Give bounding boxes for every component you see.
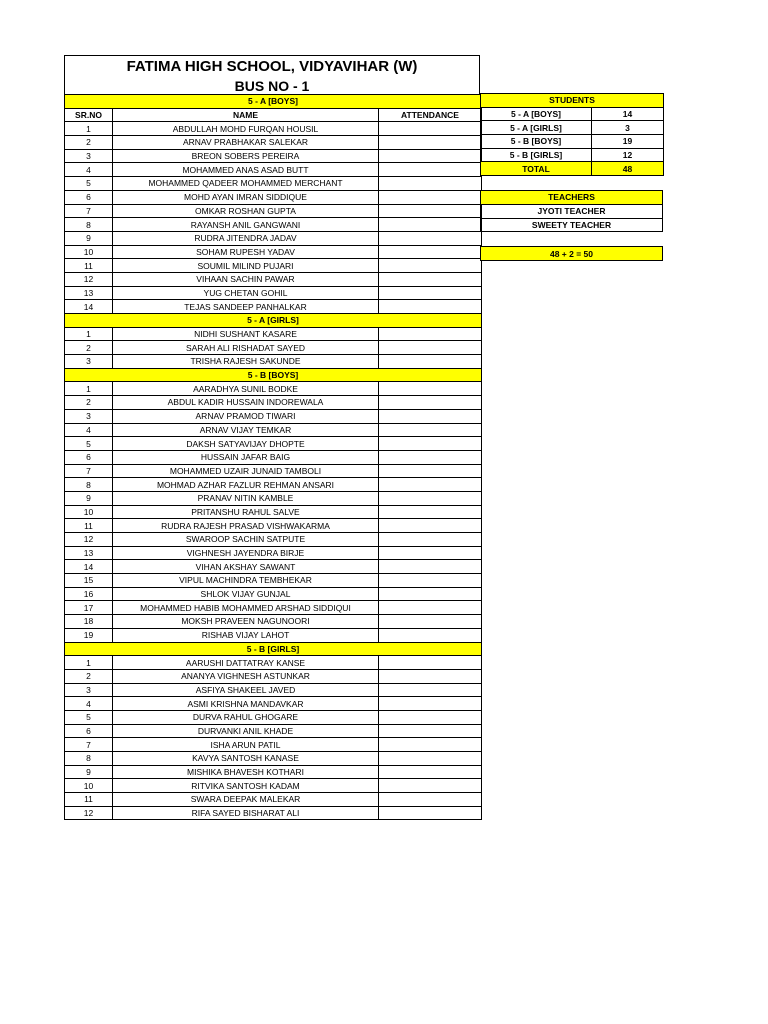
summary-count: 14 — [592, 107, 664, 121]
section-row — [65, 314, 482, 328]
student-name: RUDRA RAJESH PRASAD VISHWAKARMA — [113, 519, 379, 533]
teacher-name: JYOTI TEACHER — [481, 204, 663, 218]
srno-header: SR.NO — [65, 108, 113, 122]
attendance-cell[interactable] — [379, 300, 482, 314]
attendance-cell[interactable] — [379, 437, 482, 451]
student-name: MOKSH PRAVEEN NAGUNOORI — [113, 615, 379, 629]
teacher-name: SWEETY TEACHER — [481, 218, 663, 232]
serial-number: 14 — [65, 300, 113, 314]
student-name: MOHMAD AZHAR FAZLUR REHMAN ANSARI — [113, 478, 379, 492]
student-name: SOUMIL MILIND PUJARI — [113, 259, 379, 273]
table-row — [65, 519, 482, 533]
table-row — [65, 738, 482, 752]
student-name: ARNAV VIJAY TEMKAR — [113, 423, 379, 437]
attendance-cell[interactable] — [379, 669, 482, 683]
attendance-cell[interactable] — [379, 327, 482, 341]
column-header-row — [65, 108, 482, 122]
table-row — [65, 779, 482, 793]
student-name: RIFA SAYED BISHARAT ALI — [113, 806, 379, 820]
serial-number: 8 — [65, 218, 113, 232]
serial-number: 2 — [65, 136, 113, 150]
serial-number: 8 — [65, 478, 113, 492]
serial-number: 2 — [65, 396, 113, 410]
serial-number: 16 — [65, 587, 113, 601]
attendance-cell[interactable] — [379, 697, 482, 711]
student-name: SHLOK VIJAY GUNJAL — [113, 587, 379, 601]
serial-number: 10 — [65, 245, 113, 259]
summary-label: 5 - B [GIRLS] — [481, 148, 592, 162]
summary-label: 5 - B [BOYS] — [481, 135, 592, 149]
serial-number: 9 — [65, 765, 113, 779]
student-name: SWARA DEEPAK MALEKAR — [113, 793, 379, 807]
table-row — [65, 149, 482, 163]
school-title: FATIMA HIGH SCHOOL, VIDYAVIHAR (W) — [126, 58, 418, 75]
summary-count: 12 — [592, 148, 664, 162]
attendance-cell[interactable] — [379, 190, 482, 204]
table-row — [65, 697, 482, 711]
table-row — [65, 478, 482, 492]
attendance-cell[interactable] — [379, 396, 482, 410]
table-row — [65, 259, 482, 273]
attendance-cell[interactable] — [379, 204, 482, 218]
table-row — [65, 272, 482, 286]
student-name: ABDULLAH MOHD FURQAN HOUSIL — [113, 122, 379, 136]
table-row — [65, 218, 482, 232]
total-label: TOTAL — [481, 162, 592, 176]
attendance-cell[interactable] — [379, 341, 482, 355]
name-header: NAME — [113, 108, 379, 122]
table-row — [65, 765, 482, 779]
attendance-cell[interactable] — [379, 491, 482, 505]
serial-number: 5 — [65, 437, 113, 451]
student-name: MOHAMMED ANAS ASAD BUTT — [113, 163, 379, 177]
attendance-cell[interactable] — [379, 656, 482, 670]
total-value: 48 — [592, 162, 664, 176]
serial-number: 11 — [65, 259, 113, 273]
attendance-cell[interactable] — [379, 355, 482, 369]
summary-count: 3 — [592, 121, 664, 135]
attendance-cell[interactable] — [379, 149, 482, 163]
serial-number: 6 — [65, 724, 113, 738]
summary-label: 5 - A [GIRLS] — [481, 121, 592, 135]
table-row — [65, 355, 482, 369]
student-name: PRITANSHU RAHUL SALVE — [113, 505, 379, 519]
attendance-cell[interactable] — [379, 423, 482, 437]
table-row — [65, 628, 482, 642]
attendance-cell[interactable] — [379, 382, 482, 396]
table-row — [65, 464, 482, 478]
serial-number: 19 — [65, 628, 113, 642]
serial-number: 11 — [65, 793, 113, 807]
student-name: YUG CHETAN GOHIL — [113, 286, 379, 300]
serial-number: 10 — [65, 779, 113, 793]
table-row — [65, 396, 482, 410]
student-name: MOHAMMED HABIB MOHAMMED ARSHAD SIDDIQUI — [113, 601, 379, 615]
student-name: RITVIKA SANTOSH KADAM — [113, 779, 379, 793]
section-header: 5 - A [BOYS] — [65, 95, 482, 109]
serial-number: 9 — [65, 231, 113, 245]
title-box — [64, 55, 480, 94]
table-row — [65, 204, 482, 218]
student-name: VIGHNESH JAYENDRA BIRJE — [113, 546, 379, 560]
section-row — [65, 368, 482, 382]
table-row — [65, 806, 482, 820]
table-row — [65, 587, 482, 601]
students-summary — [480, 93, 664, 176]
table-row — [65, 724, 482, 738]
serial-number: 2 — [65, 341, 113, 355]
student-name: BREON SOBERS PEREIRA — [113, 149, 379, 163]
attendance-cell[interactable] — [379, 738, 482, 752]
table-row — [65, 574, 482, 588]
serial-number: 4 — [65, 163, 113, 177]
serial-number: 2 — [65, 669, 113, 683]
serial-number: 9 — [65, 491, 113, 505]
table-row — [65, 231, 482, 245]
table-row — [65, 437, 482, 451]
table-row — [65, 683, 482, 697]
student-name: SOHAM RUPESH YADAV — [113, 245, 379, 259]
table-row — [65, 163, 482, 177]
attendance-cell[interactable] — [379, 519, 482, 533]
attendance-cell[interactable] — [379, 286, 482, 300]
attendance-cell[interactable] — [379, 259, 482, 273]
serial-number: 1 — [65, 122, 113, 136]
serial-number: 5 — [65, 177, 113, 191]
student-name: VIHAAN SACHIN PAWAR — [113, 272, 379, 286]
serial-number: 13 — [65, 546, 113, 560]
serial-number: 11 — [65, 519, 113, 533]
serial-number: 1 — [65, 656, 113, 670]
student-name: ASFIYA SHAKEEL JAVED — [113, 683, 379, 697]
serial-number: 8 — [65, 752, 113, 766]
attendance-cell[interactable] — [379, 560, 482, 574]
attendance-cell[interactable] — [379, 136, 482, 150]
table-row — [65, 122, 482, 136]
serial-number: 3 — [65, 149, 113, 163]
table-row — [65, 505, 482, 519]
student-name: VIHAN AKSHAY SAWANT — [113, 560, 379, 574]
serial-number: 3 — [65, 409, 113, 423]
table-row — [65, 491, 482, 505]
serial-number: 12 — [65, 272, 113, 286]
section-row — [65, 95, 482, 109]
attendance-cell[interactable] — [379, 587, 482, 601]
attendance-cell[interactable] — [379, 765, 482, 779]
student-name: DURVA RAHUL GHOGARE — [113, 710, 379, 724]
table-row — [65, 409, 482, 423]
student-name: AARADHYA SUNIL BODKE — [113, 382, 379, 396]
table-row — [65, 560, 482, 574]
attendance-cell[interactable] — [379, 272, 482, 286]
serial-number: 1 — [65, 382, 113, 396]
student-name: ABDUL KADIR HUSSAIN INDOREWALA — [113, 396, 379, 410]
attendance-cell[interactable] — [379, 218, 482, 232]
student-table — [64, 94, 482, 820]
serial-number: 4 — [65, 697, 113, 711]
student-name: OMKAR ROSHAN GUPTA — [113, 204, 379, 218]
attendance-cell[interactable] — [379, 615, 482, 629]
attendance-cell[interactable] — [379, 806, 482, 820]
table-row — [65, 533, 482, 547]
table-row — [65, 341, 482, 355]
summary-label: 5 - A [BOYS] — [481, 107, 592, 121]
student-name: RUDRA JITENDRA JADAV — [113, 231, 379, 245]
serial-number: 15 — [65, 574, 113, 588]
student-name: DAKSH SATYAVIJAY DHOPTE — [113, 437, 379, 451]
section-row — [65, 642, 482, 656]
serial-number: 4 — [65, 423, 113, 437]
serial-number: 5 — [65, 710, 113, 724]
table-row — [65, 669, 482, 683]
student-name: KAVYA SANTOSH KANASE — [113, 752, 379, 766]
table-row — [65, 752, 482, 766]
serial-number: 6 — [65, 450, 113, 464]
serial-number: 7 — [65, 204, 113, 218]
attendance-cell[interactable] — [379, 505, 482, 519]
student-name: MOHAMMED UZAIR JUNAID TAMBOLI — [113, 464, 379, 478]
attendance-cell[interactable] — [379, 533, 482, 547]
student-name: MOHAMMED QADEER MOHAMMED MERCHANT — [113, 177, 379, 191]
table-row — [65, 382, 482, 396]
table-row — [65, 546, 482, 560]
serial-number: 7 — [65, 738, 113, 752]
student-name: ISHA ARUN PATIL — [113, 738, 379, 752]
table-row — [65, 450, 482, 464]
attendance-cell[interactable] — [379, 231, 482, 245]
serial-number: 12 — [65, 806, 113, 820]
attendance-cell[interactable] — [379, 601, 482, 615]
student-name: RAYANSH ANIL GANGWANI — [113, 218, 379, 232]
attendance-cell[interactable] — [379, 122, 482, 136]
student-name: RISHAB VIJAY LAHOT — [113, 628, 379, 642]
table-row — [65, 710, 482, 724]
student-name: SARAH ALI RISHADAT SAYED — [113, 341, 379, 355]
serial-number: 18 — [65, 615, 113, 629]
section-header: 5 - B [BOYS] — [65, 368, 482, 382]
table-row — [65, 245, 482, 259]
section-header: 5 - A [GIRLS] — [65, 314, 482, 328]
table-row — [65, 423, 482, 437]
teachers-header: TEACHERS — [481, 191, 663, 205]
attendance-cell[interactable] — [379, 177, 482, 191]
table-row — [65, 656, 482, 670]
attendance-cell[interactable] — [379, 478, 482, 492]
student-name: ARNAV PRAMOD TIWARI — [113, 409, 379, 423]
attendance-cell[interactable] — [379, 724, 482, 738]
attendance-cell[interactable] — [379, 163, 482, 177]
serial-number: 10 — [65, 505, 113, 519]
serial-number: 12 — [65, 533, 113, 547]
attendance-cell[interactable] — [379, 793, 482, 807]
student-name: TEJAS SANDEEP PANHALKAR — [113, 300, 379, 314]
attendance-header: ATTENDANCE — [379, 108, 482, 122]
summary-count: 19 — [592, 135, 664, 149]
attendance-cell[interactable] — [379, 752, 482, 766]
student-name: MISHIKA BHAVESH KOTHARI — [113, 765, 379, 779]
student-name: ANANYA VIGHNESH ASTUNKAR — [113, 669, 379, 683]
student-name: AARUSHI DATTATRAY KANSE — [113, 656, 379, 670]
attendance-cell[interactable] — [379, 710, 482, 724]
table-row — [65, 793, 482, 807]
table-row — [65, 615, 482, 629]
attendance-cell[interactable] — [379, 409, 482, 423]
student-name: ARNAV PRABHAKAR SALEKAR — [113, 136, 379, 150]
section-header: 5 - B [GIRLS] — [65, 642, 482, 656]
student-name: TRISHA RAJESH SAKUNDE — [113, 355, 379, 369]
serial-number: 3 — [65, 683, 113, 697]
table-row — [65, 190, 482, 204]
student-name: DURVANKI ANIL KHADE — [113, 724, 379, 738]
attendance-cell[interactable] — [379, 683, 482, 697]
attendance-cell[interactable] — [379, 245, 482, 259]
serial-number: 14 — [65, 560, 113, 574]
students-header: STUDENTS — [481, 94, 664, 108]
table-row — [65, 286, 482, 300]
table-row — [65, 327, 482, 341]
teachers-summary — [480, 190, 663, 232]
attendance-cell[interactable] — [379, 464, 482, 478]
student-name: NIDHI SUSHANT KASARE — [113, 327, 379, 341]
table-row — [65, 136, 482, 150]
attendance-cell[interactable] — [379, 628, 482, 642]
attendance-cell[interactable] — [379, 450, 482, 464]
student-name: VIPUL MACHINDRA TEMBHEKAR — [113, 574, 379, 588]
serial-number: 17 — [65, 601, 113, 615]
student-name: SWAROOP SACHIN SATPUTE — [113, 533, 379, 547]
grand-total: 48 + 2 = 50 — [481, 247, 663, 261]
grand-total-table — [480, 246, 663, 261]
table-row — [65, 177, 482, 191]
attendance-cell[interactable] — [379, 546, 482, 560]
attendance-cell[interactable] — [379, 574, 482, 588]
student-name: HUSSAIN JAFAR BAIG — [113, 450, 379, 464]
serial-number: 6 — [65, 190, 113, 204]
student-name: PRANAV NITIN KAMBLE — [113, 491, 379, 505]
attendance-cell[interactable] — [379, 779, 482, 793]
table-row — [65, 601, 482, 615]
summary-panel — [480, 93, 664, 261]
student-name: MOHD AYAN IMRAN SIDDIQUE — [113, 190, 379, 204]
serial-number: 3 — [65, 355, 113, 369]
table-row — [65, 300, 482, 314]
serial-number: 7 — [65, 464, 113, 478]
serial-number: 13 — [65, 286, 113, 300]
student-name: ASMI KRISHNA MANDAVKAR — [113, 697, 379, 711]
serial-number: 1 — [65, 327, 113, 341]
bus-number: BUS NO - 1 — [234, 78, 310, 94]
